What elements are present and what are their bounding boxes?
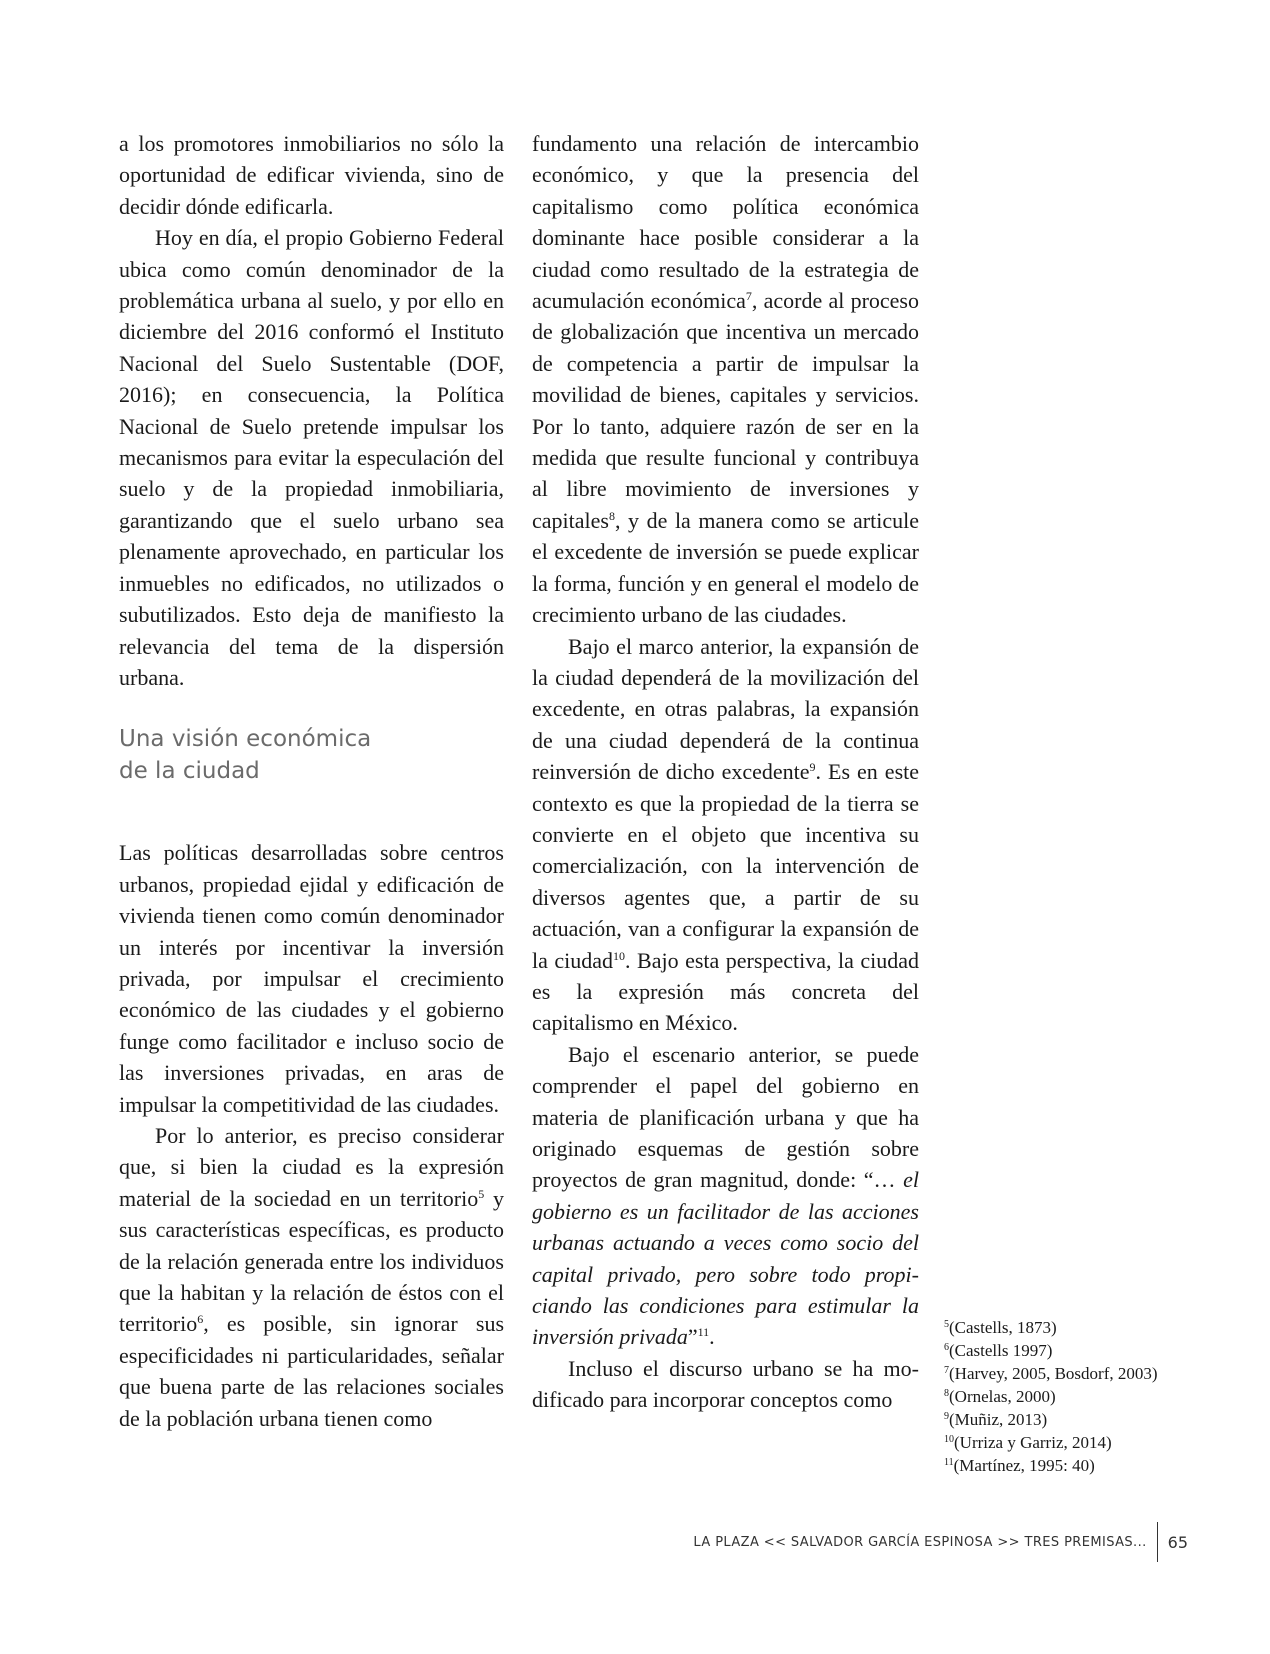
footnote — [944, 1454, 1204, 1477]
paragraph-text: , es posible, sin ignorar sus especificidades ni particularidades, señalar que buena parte de las relaciones sociales de la población urbana tienen como — [119, 1311, 504, 1431]
paragraph-text: Bajo el escenario anterior, se puede comprender el papel del gobierno en materia de planificación urbana y que ha originado esquemas de gestión sobre proyectos de gran magnitud, donde: “… — [532, 1041, 919, 1193]
quote-text: el gobierno es un facilitador de las acciones urbanas actuando a veces como socio del capital privado, pero sobre todo propiciando las condiciones para estimular la inversión privada — [532, 1167, 919, 1350]
paragraph — [532, 1039, 919, 1353]
right-column — [532, 128, 919, 1416]
paragraph: Las políticas desarrolladas sobre centros urbanos, propiedad ejidal y edificación de vivienda tienen como común denominador un interés por incentivar la inversión privada, por impulsar el crecimiento económico de las ciudades y el gobierno funge como facilitador e incluso socio de las inversiones privadas, en aras de impulsar la competitividad de las ciudades. — [119, 840, 504, 1117]
paragraph-text: . Es en este contexto es que la propiedad de la tierra se convierte en el objeto que incentiva su comercialización, con la intervención de diversos agentes que, a partir de su actuación, van a configurar la expansión de la ciudad — [532, 759, 920, 973]
footnote-ref: 10 — [613, 948, 626, 963]
footnotes — [944, 1316, 1204, 1477]
footnote — [944, 1362, 1204, 1385]
paragraph — [532, 128, 919, 631]
footnote-number: 10 — [944, 1434, 954, 1445]
paragraph-text: y sus características específicas, es producto de la relación generada entre los individuos que la habitan y la relación de éstos con el territorio — [119, 1185, 504, 1337]
footnote — [944, 1316, 1204, 1339]
paragraph-text: , y de la manera como se articule el excedente de inversión se puede explicar la forma, función y en general el modelo de crecimiento urbano de las ciudades. — [532, 507, 919, 628]
footnote-text: (Castells 1997) — [949, 1341, 1053, 1360]
paragraph-text: ” — [687, 1324, 698, 1350]
paragraph: a los promotores inmobiliarios no sólo la oportunidad de edificar vivienda, sino de decidir dónde edificarla. — [119, 131, 504, 219]
paragraph-text: Por lo anterior, es preciso considerar que, si bien la ciudad es la expresión material de la sociedad en un territorio — [119, 1122, 504, 1211]
footnote-number: 7 — [944, 1365, 949, 1376]
footnote-ref: 11 — [697, 1325, 710, 1340]
section-heading — [119, 723, 504, 787]
footer-divider — [1157, 1522, 1158, 1562]
footnote — [944, 1385, 1204, 1408]
paragraph — [119, 1120, 504, 1434]
footnote — [944, 1339, 1204, 1362]
footnote-number: 6 — [944, 1342, 949, 1353]
paragraph-text: , acorde al proceso de globalización que incentiva un mercado de competencia a partir de impulsar la movilidad de bienes, capitales y servicios. Por lo tanto, adquiere razón de ser en la medida que resulte funcional y contribuya al libre movimiento de inversiones y capitales — [532, 288, 919, 533]
page-number: 65 — [1167, 1532, 1188, 1552]
footnote-text: (Muñiz, 2013) — [949, 1410, 1048, 1429]
footnote-ref: 5 — [478, 1186, 485, 1201]
section-heading-line: Una visión económica — [119, 726, 372, 753]
footnote-number: 5 — [944, 1319, 949, 1330]
footnote-text: (Martínez, 1995: 40) — [953, 1456, 1095, 1475]
footnote-text: (Castells, 1873) — [949, 1318, 1057, 1337]
footnote-number: 8 — [944, 1388, 949, 1399]
paragraph-text: . — [709, 1324, 715, 1350]
footnote-number: 11 — [944, 1457, 954, 1468]
paragraph-text: . Bajo esta perspectiva, la ciudad es la expresión más concreta del capitalismo en México. — [532, 947, 919, 1036]
footnote-ref: 7 — [745, 289, 752, 304]
paragraph: Incluso el discurso urbano se ha modificado para incorporar conceptos como — [532, 1355, 919, 1413]
footnote — [944, 1408, 1204, 1431]
paragraph-text: fundamento una relación de intercambio económico, y que la presencia del capitalismo como política económica dominante hace posible considerar a la ciudad como resultado de la estrategia de acumulación económica — [532, 131, 919, 314]
footnote-ref: 6 — [197, 1312, 204, 1327]
left-column — [119, 128, 504, 1434]
paragraph: Hoy en día, el propio Gobierno Federal ubica como común denominador de la problemática urbana al suelo, y por ello en diciembre del 2016 conformó el Instituto Nacional del Suelo Sustentable (DOF, 2016); en consecuencia, la Política Nacional de Suelo pretende impulsar los mecanismos para evitar la especulación del suelo y de la propiedad inmobiliaria, garantizando que el suelo urbano sea plenamente aprovechado, en particular los inmuebles no edificados, no utilizados o subutilizados. Esto deja de manifiesto la relevancia del tema de la dispersión urbana. — [119, 225, 504, 690]
paragraph — [532, 631, 919, 1039]
paragraph-text: Bajo el marco anterior, la expansión de la ciudad dependerá de la movilización del excedente, en otras palabras, la expansión de una ciudad dependerá de la continua reinversión de dicho excedente — [532, 633, 919, 785]
footnote-text: (Ornelas, 2000) — [949, 1387, 1056, 1406]
footnote-text: (Urriza y Garriz, 2014) — [954, 1433, 1112, 1452]
footnote-number: 9 — [944, 1411, 949, 1422]
footnote — [944, 1431, 1204, 1454]
footnote-ref: 9 — [809, 760, 816, 775]
running-head: LA PLAZA << SALVADOR GARCÍA ESPINOSA >> TRES PREMISAS... — [693, 1534, 1147, 1550]
footnote-text: (Harvey, 2005, Bosdorf, 2003) — [949, 1364, 1158, 1383]
footnote-ref: 8 — [608, 508, 615, 523]
page-footer — [693, 1522, 1188, 1562]
section-heading-line: de la ciudad — [119, 758, 260, 785]
